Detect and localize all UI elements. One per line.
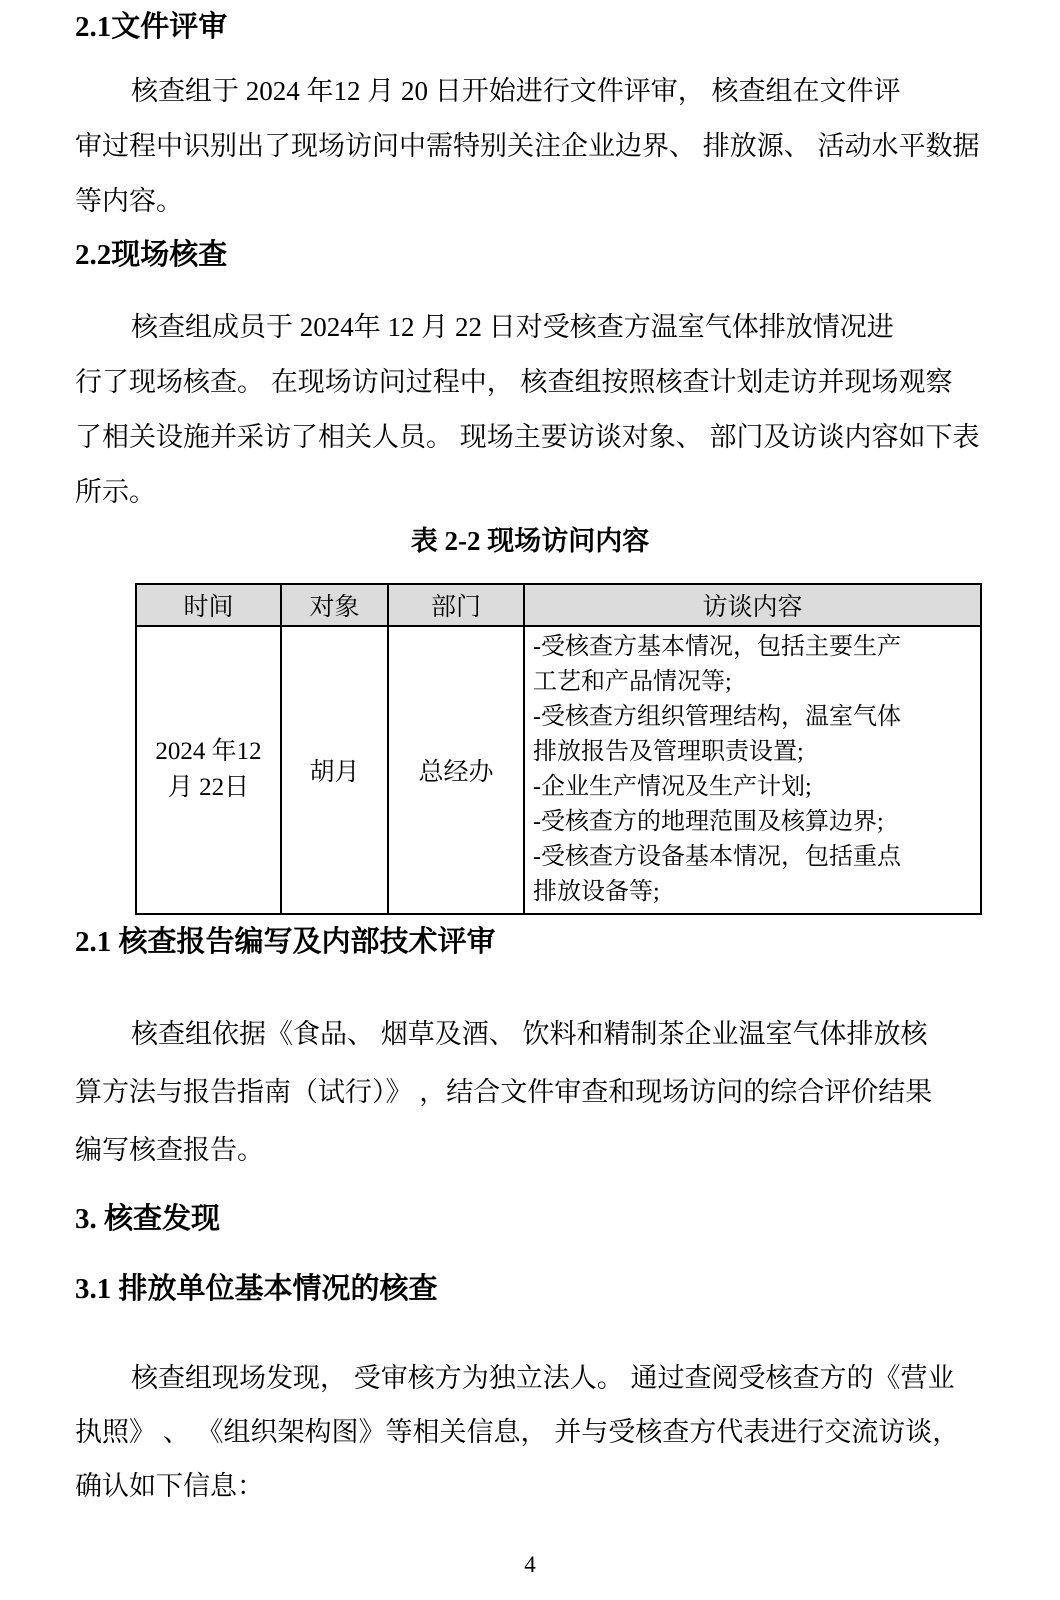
heading-report-writing-review: 2.1 核查报告编写及内部技术评审	[75, 926, 496, 958]
page-number: 4	[524, 1552, 536, 1577]
paragraph-document-review	[75, 64, 985, 229]
table-header-interview-content: 访谈内容	[524, 584, 981, 626]
paragraph-line: 核查组成员于 2024年 12 月 22 日对受核查方温室气体排放情况进	[131, 312, 894, 342]
paragraph-line: 算方法与报告指南（试行）》 ，结合文件审查和现场访问的综合评价结果	[75, 1077, 933, 1107]
interview-content-line: 排放设备等;	[533, 879, 660, 905]
paragraph-line: 确认如下信息：	[75, 1471, 264, 1501]
paragraph-line: 了相关设施并采访了相关人员。 现场主要访谈对象、 部门及访谈内容如下表	[75, 422, 980, 452]
paragraph-line: 执照》 、 《组织架构图》等相关信息， 并与受核查方代表进行交流访谈，	[75, 1417, 960, 1447]
interview-content-line: -企业生产情况及生产计划;	[533, 774, 812, 800]
paragraph-line: 核查组现场发现， 受审核方为独立法人。 通过查阅受核查方的《营业	[131, 1363, 955, 1393]
interview-content-line: -受核查方设备基本情况，包括重点	[533, 844, 901, 870]
paragraph-line: 核查组于 2024 年12 月 20 日开始进行文件评审， 核查组在文件评	[131, 76, 901, 106]
cell-time-line: 2024 年12	[155, 738, 262, 765]
table-header-department: 部门	[388, 584, 524, 626]
interview-content-line: -受核查方的地理范围及核算边界;	[533, 809, 884, 835]
paragraph-line: 核查组依据《食品、 烟草及酒、 饮料和精制茶企业温室气体排放核	[131, 1019, 928, 1049]
table-header-row	[136, 584, 981, 626]
cell-interview-content	[524, 626, 981, 914]
table-caption: 表 2-2 现场访问内容	[410, 526, 650, 556]
heading-document-review: 2.1文件评审	[75, 11, 228, 43]
heading-site-verification: 2.2现场核查	[75, 239, 228, 271]
site-visit-table	[135, 583, 982, 915]
table-header-time: 时间	[136, 584, 281, 626]
cell-time	[136, 626, 281, 914]
interview-content-line: 工艺和产品情况等;	[533, 669, 732, 695]
paragraph-report-writing	[75, 1005, 985, 1179]
cell-time-line: 月 22日	[167, 774, 250, 801]
paragraph-site-verification	[75, 300, 985, 520]
heading-basic-information-verification: 3.1 排放单位基本情况的核查	[75, 1273, 438, 1305]
cell-department: 总经办	[388, 626, 524, 914]
interview-content-line: -受核查方组织管理结构，温室气体	[533, 704, 901, 730]
paragraph-line: 所示。	[75, 477, 156, 507]
paragraph-findings	[75, 1351, 985, 1513]
paragraph-line: 审过程中识别出了现场访问中需特别关注企业边界、 排放源、 活动水平数据	[75, 131, 980, 161]
cell-person: 胡月	[281, 626, 388, 914]
interview-content-line: 排放报告及管理职责设置;	[533, 739, 804, 765]
interview-content-line: -受核查方基本情况，包括主要生产	[533, 634, 901, 660]
table-header-person: 对象	[281, 584, 388, 626]
table-row	[136, 626, 981, 914]
heading-verification-findings: 3. 核查发现	[75, 1203, 221, 1235]
paragraph-line: 等内容。	[75, 186, 183, 216]
paragraph-line: 编写核查报告。	[75, 1135, 264, 1165]
paragraph-line: 行了现场核查。 在现场访问过程中， 核查组按照核查计划走访并现场观察	[75, 367, 953, 397]
